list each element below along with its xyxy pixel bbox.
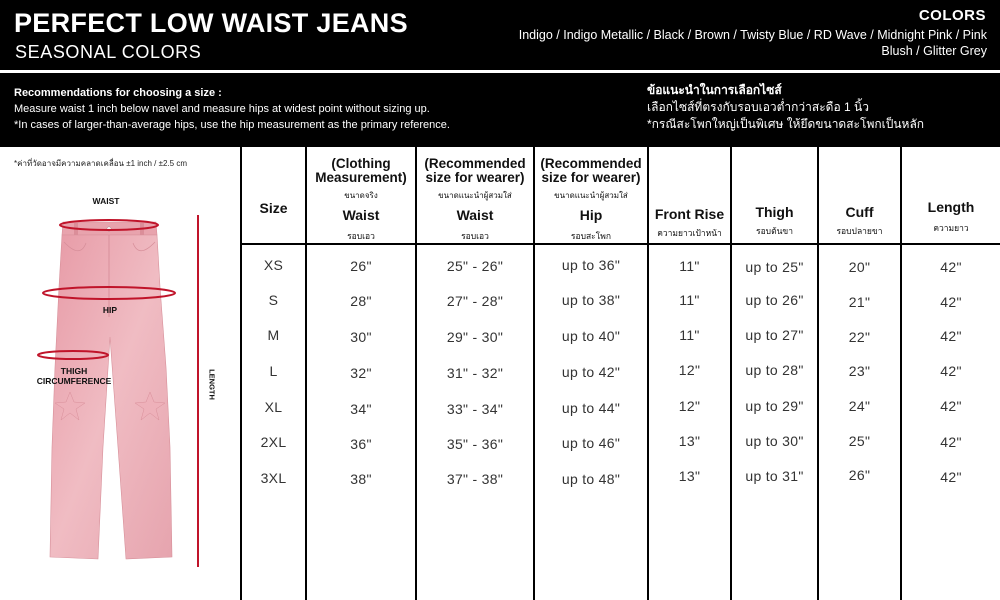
- recommendation-line-1-en: Measure waist 1 inch below navel and measure hips at widest point without sizing up.: [14, 103, 430, 115]
- hip-label: HIP: [102, 305, 118, 315]
- column-length: [902, 147, 1000, 600]
- tolerance-note: *ค่าที่วัดอาจมีความคลาดเคลื่อน ±1 inch / ±2.5 cm: [14, 159, 188, 168]
- table-cell-recommended-waist: 31" - 32": [446, 365, 504, 381]
- table-cell-front-rise: 13": [678, 468, 701, 484]
- table-cell-thigh: up to 26": [745, 292, 804, 308]
- length-label: LENGTH: [207, 369, 217, 400]
- circumference-label: CIRCUMFERENCE: [36, 376, 112, 386]
- recommended-waist-heading: Waist: [456, 207, 494, 223]
- colors-list: Indigo / Indigo Metallic / Black / Brown / Twisty Blue / RD Wave / Midnight Pink / Pink Blush / Glitter Grey: [518, 28, 987, 58]
- recommended-hip-size-heading: (Recommended size for wearer): [540, 156, 642, 185]
- table-cell-thigh: up to 27": [745, 327, 804, 343]
- front-rise-thai: ความยาวเป้าหน้า: [657, 228, 722, 238]
- header-bar: [0, 0, 1000, 70]
- hip-heading: Hip: [579, 207, 603, 223]
- length-heading: Length: [927, 199, 975, 215]
- column-header-clothing-waist: [307, 147, 415, 243]
- table-cell-recommended-waist: 37" - 38": [446, 471, 504, 487]
- table-cell-hip: up to 38": [561, 292, 621, 308]
- recommendation-line-1-th: เลือกไซส์ที่ตรงกับรอบเอวต่ำกว่าสะดือ 1 นิ้ว: [647, 100, 869, 114]
- recommended-waist-thai: รอบเอว: [461, 231, 489, 241]
- table-cell-cuff: 22": [848, 329, 871, 345]
- table-cell-recommended-waist: 25" - 26": [446, 258, 504, 274]
- thigh-heading: Thigh: [755, 204, 794, 220]
- table-cell-size: M: [267, 327, 280, 343]
- table-cell-clothing-waist: 32": [350, 365, 372, 381]
- column-header-thigh: [732, 147, 817, 243]
- column-header-recommended-waist: [417, 147, 533, 243]
- table-cell-thigh: up to 25": [745, 259, 804, 275]
- column-header-cuff: [819, 147, 900, 243]
- column-header-front-rise: [649, 147, 730, 243]
- table-cell-recommended-waist: 33" - 34": [446, 401, 504, 417]
- recommended-hip-size-thai: ขนาดแนะนำผู้สวมใส่: [554, 191, 628, 200]
- table-cell-front-rise: 11": [679, 292, 700, 308]
- table-cell-size: 2XL: [260, 434, 287, 450]
- table-cell-clothing-waist: 28": [350, 293, 372, 309]
- table-cell-clothing-waist: 38": [350, 471, 372, 487]
- column-header-recommended-hip: [535, 147, 647, 243]
- table-cell-cuff: 26": [848, 467, 871, 483]
- column-cuff: [819, 147, 900, 600]
- table-cell-hip: up to 44": [561, 400, 621, 416]
- column-recommended-waist: [417, 147, 533, 600]
- thigh-label: THIGH: [60, 366, 88, 376]
- column-header-length: [902, 147, 1000, 243]
- table-cell-hip: up to 40": [561, 328, 621, 344]
- table-cell-length: 42": [940, 469, 962, 485]
- column-size: [242, 147, 305, 600]
- table-cell-cuff: 24": [848, 398, 871, 414]
- table-cell-cuff: 20": [848, 259, 871, 275]
- thigh-thai: รอบต้นขา: [756, 226, 793, 236]
- table-cell-size: 3XL: [260, 470, 287, 486]
- table-cell-front-rise: 12": [678, 398, 701, 414]
- table-cell-hip: up to 46": [561, 435, 621, 451]
- recommendations-bar: [0, 73, 1000, 147]
- table-cell-size: XL: [264, 399, 283, 415]
- table-cell-clothing-waist: 34": [350, 401, 372, 417]
- table-cell-clothing-waist: 36": [350, 436, 372, 452]
- table-cell-hip: up to 48": [561, 471, 621, 487]
- table-cell-cuff: 23": [848, 363, 871, 379]
- front-rise-heading: Front Rise: [654, 206, 725, 222]
- column-recommended-hip: [535, 147, 647, 600]
- table-cell-length: 42": [940, 434, 962, 450]
- table-cell-length: 42": [940, 363, 962, 379]
- table-cell-thigh: up to 28": [745, 362, 804, 378]
- size-heading: Size: [259, 200, 288, 216]
- size-table: [240, 147, 1000, 600]
- page-subtitle: SEASONAL COLORS: [15, 42, 202, 62]
- table-cell-clothing-waist: 30": [350, 329, 372, 345]
- clothing-measurement-thai: ขนาดจริง: [344, 191, 378, 200]
- table-cell-recommended-waist: 29" - 30": [446, 329, 504, 345]
- recommendations-heading-en: Recommendations for choosing a size :: [14, 87, 222, 99]
- table-cell-recommended-waist: 35" - 36": [446, 436, 504, 452]
- table-cell-front-rise: 11": [679, 327, 700, 343]
- table-cell-length: 42": [940, 259, 962, 275]
- cuff-thai: รอบปลายขา: [836, 226, 883, 236]
- cuff-heading: Cuff: [845, 204, 874, 220]
- table-cell-hip: up to 42": [561, 364, 621, 380]
- recommendation-line-2-th: *กรณีสะโพกใหญ่เป็นพิเศษ ให้ยึดขนาดสะโพกเป็นหลัก: [647, 117, 925, 131]
- table-cell-front-rise: 13": [678, 433, 701, 449]
- measurement-diagram: [0, 147, 240, 600]
- table-cell-length: 42": [940, 328, 962, 344]
- table-cell-thigh: up to 29": [745, 398, 804, 414]
- page-title: PERFECT LOW WAIST JEANS: [14, 8, 408, 38]
- table-cell-thigh: up to 30": [745, 433, 804, 449]
- clothing-waist-thai: รอบเอว: [347, 231, 375, 241]
- recommendations-english: [14, 85, 450, 133]
- waist-label: WAIST: [92, 196, 120, 206]
- recommendations-heading-th: ข้อแนะนำในการเลือกไซส์: [647, 83, 782, 97]
- table-cell-cuff: 25": [848, 433, 871, 449]
- clothing-waist-heading: Waist: [342, 207, 380, 223]
- column-thigh: [732, 147, 817, 600]
- table-cell-cuff: 21": [848, 294, 871, 310]
- table-cell-size: XS: [263, 257, 284, 273]
- colors-heading: COLORS: [918, 7, 986, 24]
- length-thai: ความยาว: [933, 223, 969, 233]
- hip-thai: รอบสะโพก: [570, 231, 612, 241]
- table-cell-hip: up to 36": [561, 257, 621, 273]
- table-cell-length: 42": [940, 294, 962, 310]
- recommendation-line-2-en: *In cases of larger-than-average hips, use the hip measurement as the primary reference.: [14, 119, 450, 131]
- table-cell-front-rise: 12": [678, 362, 701, 378]
- recommendations-thai: [647, 82, 924, 133]
- recommended-size-heading: (Recommended size for wearer): [424, 156, 526, 185]
- column-header-size: [242, 147, 305, 243]
- table-cell-clothing-waist: 26": [350, 258, 372, 274]
- column-front-rise: [649, 147, 730, 600]
- table-cell-recommended-waist: 27" - 28": [446, 293, 504, 309]
- table-cell-length: 42": [940, 398, 962, 414]
- table-cell-size: S: [268, 292, 279, 308]
- recommended-size-thai: ขนาดแนะนำผู้สวมใส่: [438, 191, 512, 200]
- table-cell-thigh: up to 31": [745, 468, 804, 484]
- column-clothing-waist: [307, 147, 415, 600]
- table-cell-front-rise: 11": [679, 258, 700, 274]
- clothing-measurement-heading: (Clothing Measurement): [315, 156, 407, 185]
- table-cell-size: L: [269, 363, 278, 379]
